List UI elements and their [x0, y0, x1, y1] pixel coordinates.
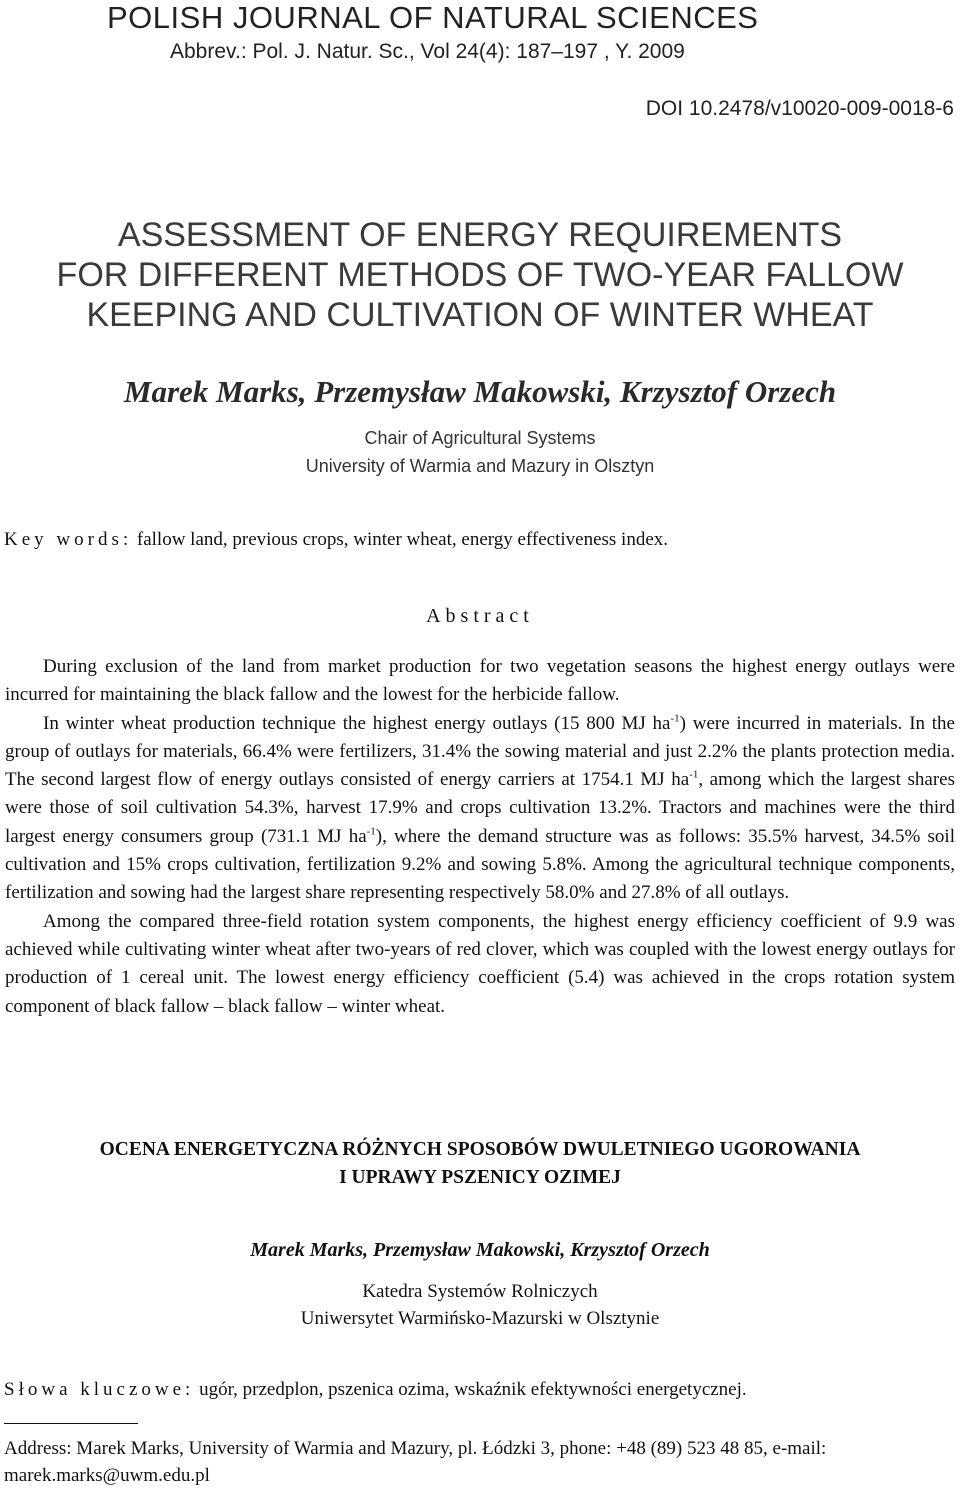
- affiliation-line: Chair of Agricultural Systems: [364, 428, 596, 448]
- polish-affiliation: [0, 1278, 960, 1332]
- abstract-paragraph: Among the compared three-field rotation system components, the highest energy efficiency coefficient of 9.9 was achieved while cultivating winter wheat after two-years of red clover, which was coupled with the lowest energy outlays for production of 1 cereal unit. The lowest energy efficiency coefficient (5.4) was achieved in the crops rotation system component of black fallow – black fallow – winter wheat.: [5, 910, 955, 1017]
- correspondence-address: Address: Marek Marks, University of Warmia and Mazury, pl. Łódzki 3, phone: +48 (89) 523 48 85, e-mail: marek.marks@uwm.edu.pl: [4, 1438, 827, 1486]
- abstract-paragraph: During exclusion of the land from market production for two vegetation seasons the highest energy outlays were incurred for maintaining the black fallow and the lowest for the herbicide fallow.: [5, 656, 955, 706]
- affiliation-line: University of Warmia and Mazury in Olsztyn: [305, 456, 655, 476]
- polish-keywords-label: Słowa kluczowe:: [4, 1379, 195, 1400]
- polish-title: [0, 1136, 960, 1192]
- polish-keywords: [4, 1379, 747, 1401]
- polish-keywords-text: ugór, przedplon, pszenica ozima, wskaźnik efektywności energetycznej.: [199, 1379, 747, 1400]
- title-line: KEEPING AND CULTIVATION OF WINTER WHEAT: [86, 296, 874, 334]
- abstract-heading: Abstract: [426, 605, 534, 627]
- journal-abbreviation: Abbrev.: Pol. J. Natur. Sc., Vol 24(4): 187–197 , Y. 2009: [170, 40, 685, 63]
- polish-title-line: OCENA ENERGETYCZNA RÓŻNYCH SPOSOBÓW DWULETNIEGO UGOROWANIA: [99, 1139, 861, 1160]
- title-line: ASSESSMENT OF ENERGY REQUIREMENTS: [117, 216, 843, 254]
- abstract-paragraph: In winter wheat production technique the highest energy outlays (15 800 MJ $ha^{-1}$) were incurred in materials. In the group of outlays for materials, 66.4% were fertilizers, 31.4% the sowing material and just 2.2% the plants protection media. The second largest flow of energy outlays consisted of energy carriers at 1754.1 MJ $ha^{-1}$, among which the largest shares were those of soil cultivation 54.3%, harvest 17.9% and crops cultivation 13.2%. Tractors and machines were the third largest energy consumers group (731.1 MJ $ha^{-1}$), where the demand structure was as follows: 35.5% harvest, 34.5% soil cultivation and 15% crops cultivation, fertilization 9.2% and sowing 5.8%. Among the agricultural technique components, fertilization and sowing had the largest share representing respectively 58.0% and 27.8% of all outlays.: [5, 712, 955, 904]
- keywords: [4, 529, 668, 551]
- polish-affiliation-line: Katedra Systemów Rolniczych: [362, 1281, 598, 1302]
- abstract-body: [5, 653, 955, 1021]
- doi: DOI 10.2478/v10020-009-0018-6: [645, 97, 954, 120]
- polish-authors: Marek Marks, Przemysław Makowski, Krzysztof Orzech: [250, 1239, 710, 1261]
- footnote-rule: [4, 1423, 138, 1424]
- keywords-text: fallow land, previous crops, winter wheat, energy effectiveness index.: [136, 529, 669, 550]
- keywords-label: Key words:: [4, 529, 133, 550]
- article-title: [0, 215, 960, 335]
- authors: Marek Marks, Przemysław Makowski, Krzysztof Orzech: [123, 374, 837, 409]
- polish-title-line: I UPRAWY PSZENICY OZIMEJ: [339, 1167, 621, 1188]
- journal-name: POLISH JOURNAL OF NATURAL SCIENCES: [107, 0, 759, 35]
- polish-affiliation-line: Uniwersytet Warmińsko-Mazurski w Olsztynie: [300, 1308, 660, 1329]
- affiliation: [0, 424, 960, 480]
- title-line: FOR DIFFERENT METHODS OF TWO-YEAR FALLOW: [56, 256, 904, 294]
